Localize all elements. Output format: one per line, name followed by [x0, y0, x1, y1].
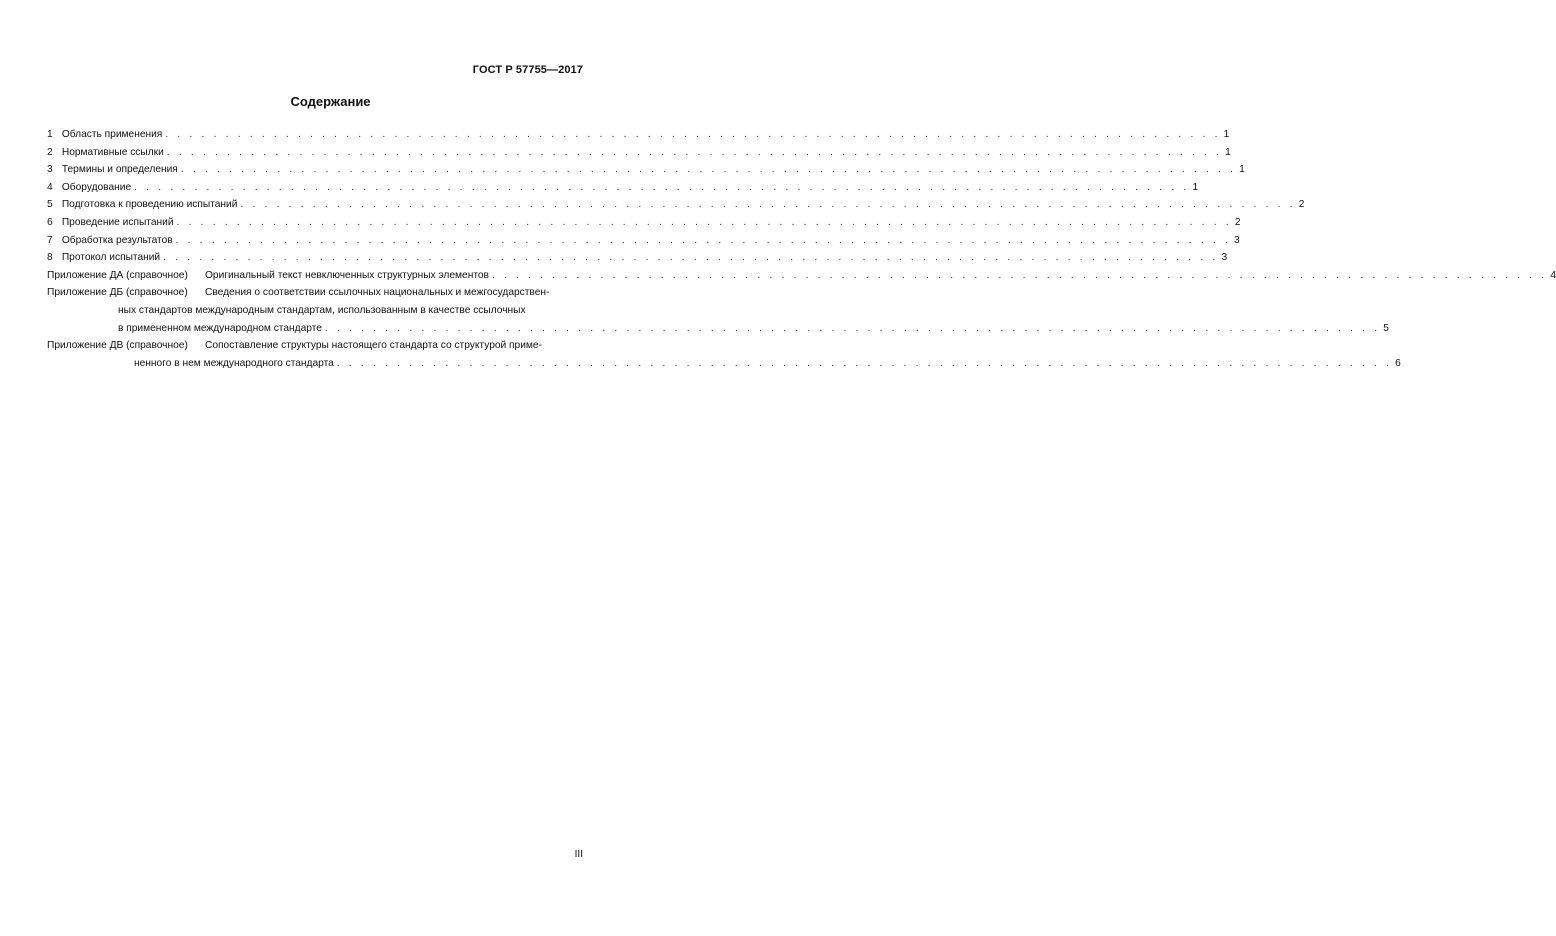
leader-dots — [163, 249, 1218, 267]
toc-entry-label: Область применения — [61, 129, 163, 140]
toc-entry-page: 1 — [1223, 129, 1230, 140]
toc-entry-2[interactable] — [47, 144, 1231, 162]
toc-entry-page: 6 — [1395, 357, 1401, 369]
toc-entry-7[interactable] — [47, 232, 1240, 250]
appendix-title: в примененном международном стандарте — [118, 322, 322, 334]
toc-entry-label: Проведение испытаний — [61, 216, 174, 228]
toc-entry-page: 2 — [1234, 216, 1241, 228]
toc-entry-number: 3 — [47, 164, 53, 176]
toc-entry-label: Обработка результатов — [61, 234, 173, 246]
appendix-title: Оригинальный текст невключенных структурных элементов — [205, 269, 489, 281]
toc-entry-number: 5 — [47, 199, 53, 211]
toc-entry-page: 4 — [1550, 269, 1556, 281]
appendix-title-line: Сопоставление структуры настоящего стандарта со структурой приме- — [205, 340, 542, 352]
leader-dots — [337, 355, 1392, 373]
toc-entry-label: Термины и определения — [61, 164, 178, 176]
toc-entry-label: Оборудование — [61, 181, 132, 193]
appendix-title: ненного в нем международного стандарта — [134, 357, 334, 369]
toc-entry-5[interactable] — [47, 196, 1305, 214]
page-number: III — [574, 849, 583, 860]
toc-appendix-da[interactable] — [47, 267, 1556, 285]
toc-entry-page: 1 — [1192, 181, 1199, 193]
toc-entry-page: 5 — [1383, 322, 1389, 334]
toc-entry-page: 1 — [1225, 146, 1231, 158]
appendix-heading: Приложение ДВ (справочное) — [47, 340, 188, 352]
appendix-title-line: ных стандартов международным стандартам, использованным в качестве ссылочных — [118, 304, 526, 316]
appendix-title-line: Сведения о соответствии ссылочных национальных и межгосударствен- — [205, 287, 550, 299]
toc-entry-label: Подготовка к проведению испытаний — [61, 199, 238, 211]
leader-dots — [167, 144, 1222, 162]
leader-dots — [165, 126, 1220, 144]
toc-entry-page: 3 — [1234, 234, 1240, 246]
appendix-heading: Приложение ДА (справочное) — [47, 269, 188, 281]
toc-entry-number: 1 — [47, 129, 53, 140]
leader-dots — [325, 320, 1380, 338]
leader-dots — [240, 196, 1295, 214]
toc-entry-1[interactable] — [47, 126, 1230, 144]
toc-appendix-dv[interactable] — [47, 337, 1401, 372]
toc-entry-8[interactable] — [47, 249, 1228, 267]
toc-entry-label: Протокол испытаний — [61, 252, 161, 264]
toc-entry-6[interactable] — [47, 214, 1241, 232]
page-title: Содержание — [290, 94, 371, 109]
leader-dots — [134, 179, 1189, 197]
appendix-heading: Приложение ДБ (справочное) — [47, 287, 188, 299]
toc-appendix-db[interactable] — [47, 284, 1389, 337]
toc-entry-number: 6 — [47, 216, 53, 228]
toc-entry-label: Нормативные ссылки — [61, 146, 164, 158]
leader-dots — [177, 214, 1232, 232]
toc-entry-number: 8 — [47, 252, 53, 264]
toc-entry-4[interactable] — [47, 179, 1199, 197]
toc-entry-page: 2 — [1298, 199, 1305, 211]
leader-dots — [492, 267, 1547, 285]
toc-entry-3[interactable] — [47, 161, 1245, 179]
toc-entry-page: 1 — [1239, 164, 1245, 176]
leader-dots — [181, 161, 1236, 179]
toc-entry-number: 4 — [47, 181, 53, 193]
table-of-contents — [47, 126, 1556, 372]
document-code: ГОСТ Р 57755—2017 — [472, 64, 583, 76]
toc-entry-page: 3 — [1221, 252, 1228, 264]
toc-entry-number: 2 — [47, 146, 53, 158]
leader-dots — [176, 232, 1231, 250]
toc-entry-number: 7 — [47, 234, 53, 246]
